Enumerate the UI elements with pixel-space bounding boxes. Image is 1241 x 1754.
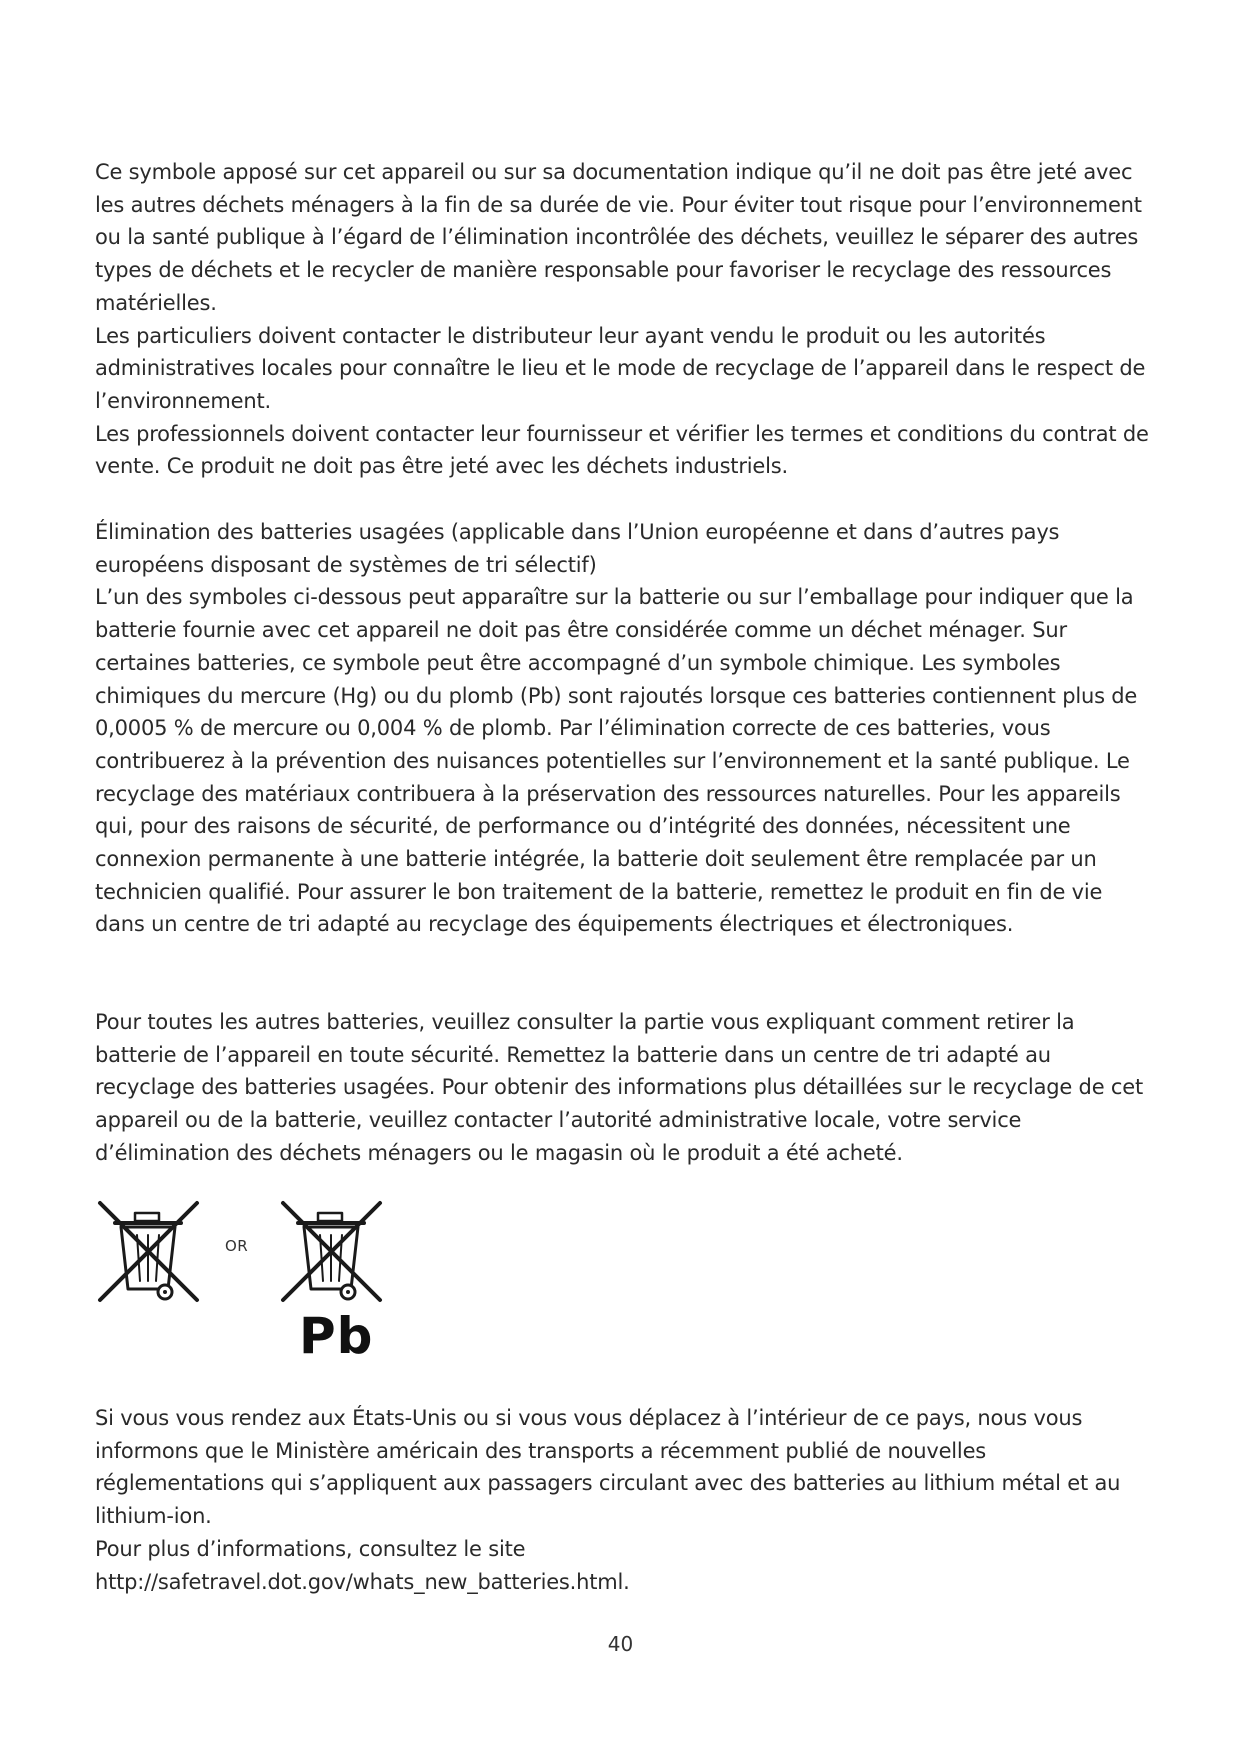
weee-section — [95, 156, 1155, 483]
weee-paragraph-1: Ce symbole apposé sur cet appareil ou sur sa documentation indique qu’il ne doit pas être jeté avec les autres déchets ménagers à la fin de sa durée de vie. Pour éviter tout risque pour l’environnement ou la santé publique à l’égard de l’élimination incontrôlée des déchets, veuillez le séparer des autres types de déchets et le recycler de manière responsable pour favoriser le recyclage des ressources matérielles. — [95, 160, 1142, 315]
disposal-symbols — [95, 1195, 395, 1380]
more-info-line: Pour plus d’informations, consultez le site — [95, 1536, 526, 1561]
weee-paragraph-3: Les professionnels doivent contacter leur fournisseur et vérifier les termes et conditions du contrat de vente. Ce produit ne doit pas être jeté avec les déchets industriels. — [95, 421, 1149, 479]
safetravel-url: http://safetravel.dot.gov/whats_new_batteries.html. — [95, 1569, 630, 1594]
lead-chemical-symbol: Pb — [299, 1307, 374, 1365]
usa-travel-section — [95, 1402, 1155, 1598]
other-batteries-paragraph: Pour toutes les autres batteries, veuillez consulter la partie vous expliquant comment retirer la batterie de l’appareil en toute sécurité. Remettez la batterie dans un centre de tri adapté au recyclage des batteries usagées. Pour obtenir des informations plus détaillées sur le recyclage de cet appareil ou de la batterie, veuillez contacter l’autorité administrative locale, votre service d’élimination des déchets ménagers ou le magasin où le produit a été acheté. — [95, 1010, 1143, 1165]
weee-paragraph-2: Les particuliers doivent contacter le distributeur leur ayant vendu le produit ou les autorités administratives locales pour connaître le lieu et le mode de recyclage de l’appareil dans le respect de l’environnement. — [95, 323, 1146, 413]
battery-heading-paragraph: Élimination des batteries usagées (applicable dans l’Union européenne et dans d’autres pays européens disposant de systèmes de tri sélectif) — [95, 520, 1060, 577]
battery-disposal-section — [95, 516, 1155, 941]
other-batteries-section — [95, 1006, 1155, 1170]
usa-paragraph: Si vous vous rendez aux États-Unis ou si vous vous déplacez à l’intérieur de ce pays, nous vous informons que le Ministère américain des transports a récemment publié de nouvelles réglementations qui s’appliquent aux passagers circulant avec des batteries au lithium métal et au lithium-ion. — [95, 1406, 1121, 1529]
page-number: 40 — [607, 1632, 634, 1656]
crossed-out-wheelie-bin-icon — [278, 1195, 388, 1305]
crossed-out-wheelie-bin-icon — [95, 1195, 205, 1305]
battery-body-paragraph: L’un des symboles ci-dessous peut apparaître sur la batterie ou sur l’emballage pour indiquer que la batterie fournie avec cet appareil ne doit pas être considérée comme un déchet ménager. Sur certaines batteries, ce symbole peut être accompagné d’un symbole chimique. Les symboles chimiques du mercure (Hg) ou du plomb (Pb) sont rajoutés lorsque ces batteries contiennent plus de 0,0005 % de mercure ou 0,004 % de plomb. Par l’élimination correcte de ces batteries, vous contribuerez à la prévention des nuisances potentielles sur l’environnement et la santé publique. Le recyclage des matériaux contribuera à la préservation des ressources naturelles. Pour les appareils qui, pour des raisons de sécurité, de performance ou d’intégrité des données, nécessitent une connexion permanente à une batterie intégrée, la batterie doit seulement être remplacée par un technicien qualifié. Pour assurer le bon traitement de la batterie, remettez le produit en fin de vie dans un centre de tri adapté au recyclage des équipements électriques et électroniques. — [95, 585, 1138, 937]
or-label: OR — [225, 1237, 249, 1255]
